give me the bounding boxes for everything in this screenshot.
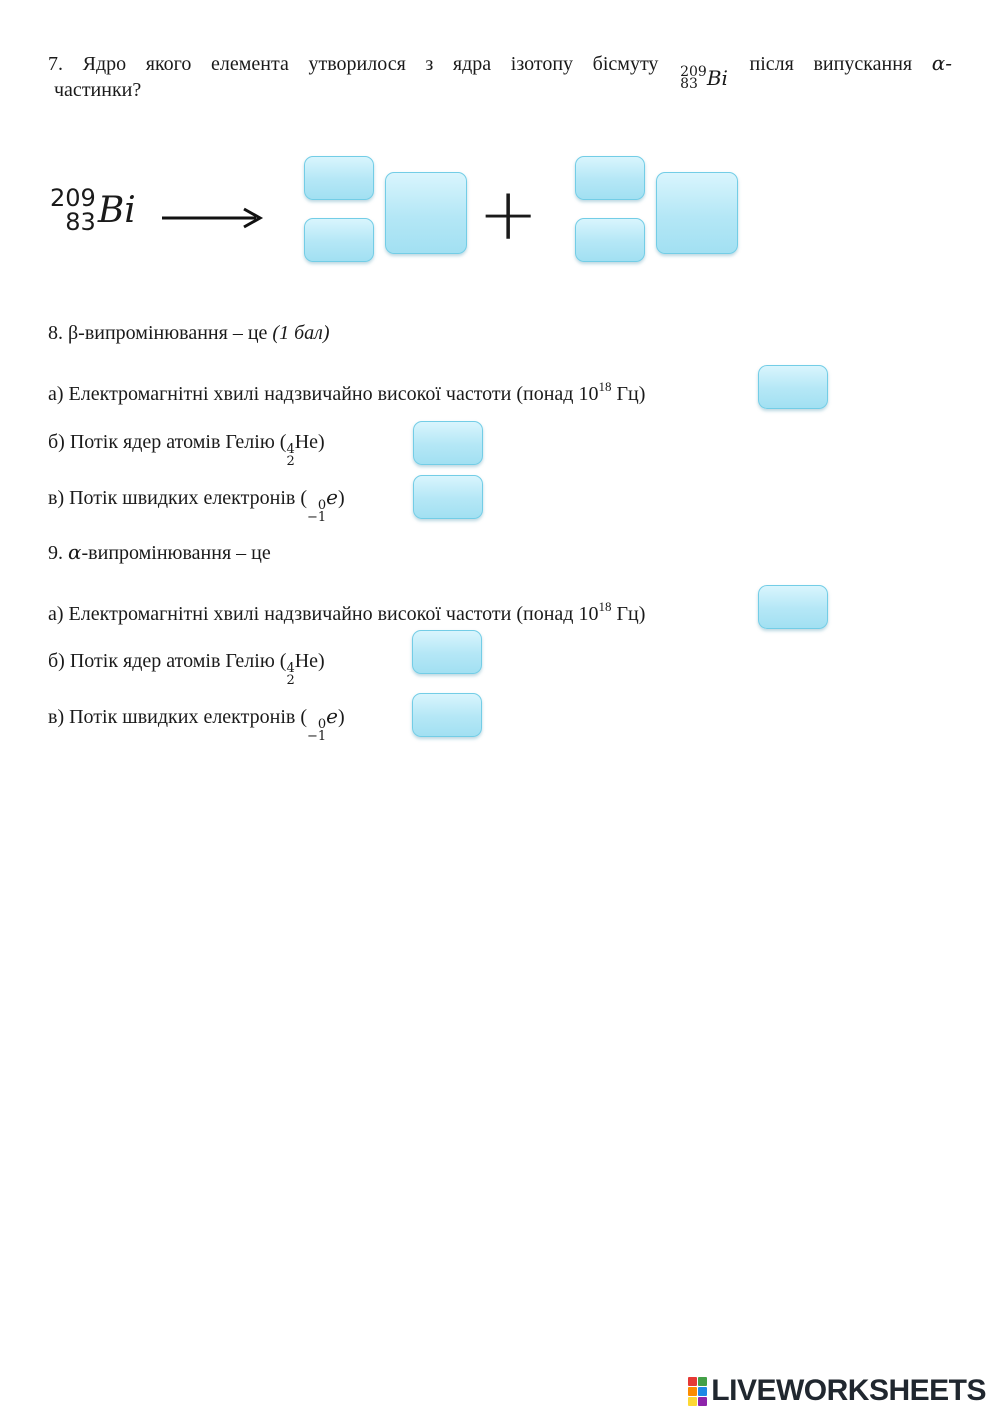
q8-option-a-checkbox[interactable] [758, 365, 828, 409]
question-7-line-1 [48, 50, 952, 92]
q9-option-b-text: б) Потік ядер атомів Гелію ( [48, 650, 287, 672]
bismuth-isotope-equation [50, 186, 136, 234]
q9-option-b-checkbox[interactable] [412, 630, 482, 674]
reaction-arrow-icon [160, 206, 264, 230]
q8-electron-charge: −1 [306, 510, 327, 525]
q9-option-c [48, 703, 345, 743]
isotope-symbol: Bi [706, 65, 728, 90]
q9-option-a-text: а) Електромагнітні хвилі надзвичайно високої частоти (понад 10 [48, 603, 599, 625]
q9-option-c-text: в) Потік швидких електронів ( [48, 706, 307, 728]
q8-helium-atomic: 2 [286, 454, 295, 469]
question-8-title [48, 320, 330, 346]
q9-helium-mass: 4 [286, 661, 295, 676]
question-7-prefix: 7. Ядро якого елемента утворилося з ядра ізотопу бісмуту [48, 53, 659, 75]
q9-helium-symbol: He) [294, 650, 325, 672]
particle-symbol-input[interactable] [656, 172, 738, 254]
q9-electron-symbol: e [326, 704, 338, 728]
bismuth-isotope-inline [680, 57, 728, 92]
q9-electron-charge: −1 [306, 729, 327, 744]
particle-mass-input[interactable] [575, 156, 645, 200]
q9-option-b [48, 648, 325, 687]
product-mass-input[interactable] [304, 156, 374, 200]
question-9-text: -випромінювання – це [81, 542, 271, 564]
question-8-points: (1 бал) [272, 322, 330, 344]
q9-option-a-checkbox[interactable] [758, 585, 828, 629]
q8-option-c-checkbox[interactable] [413, 475, 483, 519]
q9-option-c-close: ) [338, 706, 345, 728]
q8-option-c-text: в) Потік швидких електронів ( [48, 487, 307, 509]
q8-electron-symbol: e [326, 485, 338, 509]
liveworksheets-logo-text: LIVEWORKSHEETS [711, 1374, 986, 1407]
q8-option-b-checkbox[interactable] [413, 421, 483, 465]
particle-atomic-input[interactable] [575, 218, 645, 262]
eq-symbol: Bi [97, 189, 136, 231]
product-symbol-input[interactable] [385, 172, 467, 254]
isotope-mass: 209 [680, 64, 707, 80]
question-9-alpha: α [68, 540, 82, 564]
q8-option-b-text: б) Потік ядер атомів Гелію ( [48, 431, 287, 453]
eq-mass: 209 [50, 184, 96, 212]
q9-electron-mass: 0 [317, 717, 327, 732]
q8-option-a [48, 374, 645, 407]
question-7-line-2: частинки? [54, 79, 142, 101]
q8-option-a-text: а) Електромагнітні хвилі надзвичайно високої частоти (понад 10 [48, 383, 599, 405]
q8-helium-symbol: He) [294, 431, 325, 453]
liveworksheets-logo [688, 1374, 986, 1408]
q8-option-c [48, 484, 345, 524]
product-atomic-input[interactable] [304, 218, 374, 262]
q9-option-a-unit: Гц) [616, 603, 646, 625]
question-9-title: 9. α-випромінювання – це [48, 540, 271, 564]
plus-icon: + [478, 172, 539, 256]
q8-electron-mass: 0 [317, 498, 327, 513]
question-8-text: 8. β-випромінювання – це [48, 322, 268, 344]
q8-helium-mass: 4 [286, 442, 295, 457]
q9-option-a-exponent: 18 [598, 599, 612, 614]
q8-option-c-close: ) [338, 487, 345, 509]
alpha-symbol: α- [931, 51, 953, 75]
question-7-suffix: після випускання [749, 53, 913, 75]
q8-option-a-unit: Гц) [616, 383, 646, 405]
q9-option-c-checkbox[interactable] [412, 693, 482, 737]
liveworksheets-logo-icon [688, 1377, 707, 1406]
eq-atomic: 83 [65, 208, 96, 236]
q8-option-b [48, 429, 325, 468]
q9-option-a [48, 594, 645, 627]
q9-helium-atomic: 2 [286, 673, 295, 688]
q8-option-a-exponent: 18 [598, 379, 612, 394]
isotope-atomic: 83 [680, 76, 698, 92]
